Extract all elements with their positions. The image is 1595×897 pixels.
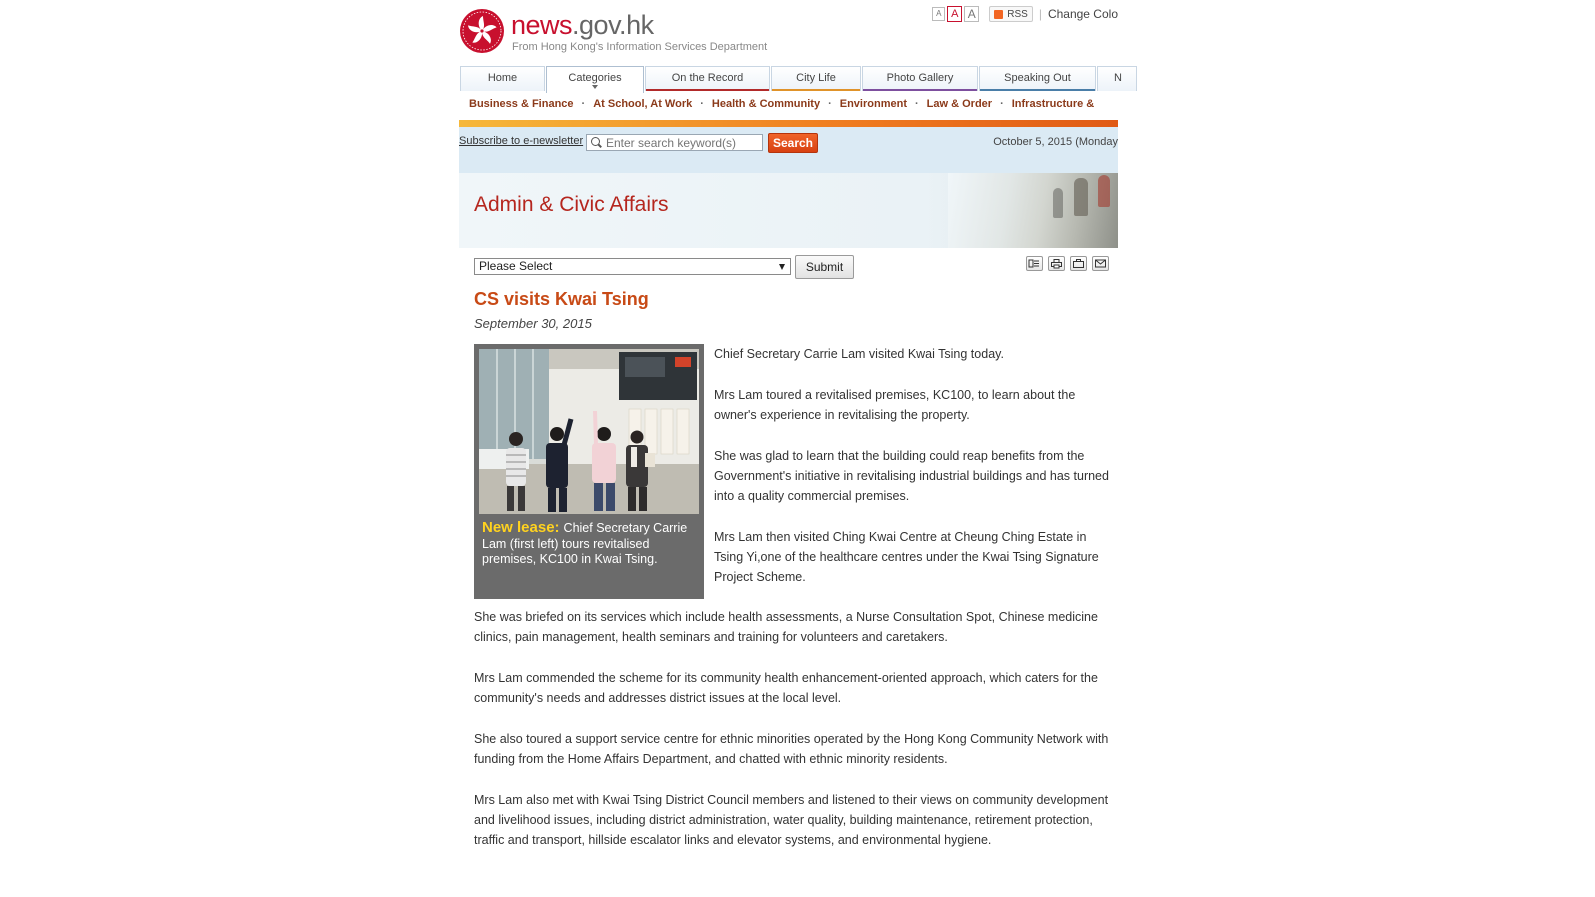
tab-categories[interactable] <box>546 66 644 93</box>
category-select[interactable] <box>474 258 791 275</box>
separator-dot: · <box>914 98 919 110</box>
dropdown-arrow-icon <box>779 264 785 270</box>
tab-label: City Life <box>796 72 836 84</box>
font-size-small-button[interactable]: A <box>932 7 945 21</box>
header-tools <box>932 6 1118 22</box>
banner-photo-figure <box>1098 175 1110 207</box>
article-photo[interactable] <box>479 349 699 514</box>
article-paragraph: Mrs Lam commended the scheme for its community health enhancement-oriented approach, which caters for the community's needs and addresses district issues at the local level. <box>474 671 1098 705</box>
tab-city-life[interactable] <box>771 66 861 91</box>
tab-label: Photo Gallery <box>886 72 954 84</box>
article-paragraph: Mrs Lam then visited Ching Kwai Centre at Cheung Ching Estate in Tsing Yi,one of the healthcare centres under the Kwai Tsing Signature Project Scheme. <box>714 530 1099 584</box>
main-nav-tabs <box>459 66 1122 93</box>
site-brand[interactable] <box>511 10 654 41</box>
category-link[interactable]: Business & Finance <box>469 98 574 110</box>
banner-photo-figure <box>1074 178 1088 216</box>
article-paragraph: She also toured a support service centre for ethnic minorities operated by the Hong Kong Community Network with funding from the Home Affairs Department, and chatted with ethnic minority residents. <box>474 732 1109 766</box>
search-icon <box>591 137 602 148</box>
separator-dot: · <box>828 98 832 110</box>
font-size-large-button[interactable]: A <box>964 6 979 22</box>
tab-accent-line <box>863 89 977 91</box>
article-paragraph: She was glad to learn that the building could reap benefits from the Government's initiative in revitalising industrial buildings and has turned into a quality commercial premises. <box>714 449 1109 503</box>
tab-speaking-out[interactable] <box>979 66 1096 91</box>
subscribe-newsletter-link[interactable]: Subscribe to e-newsletter <box>459 135 584 147</box>
tab-label: N <box>1114 72 1122 84</box>
separator-dot: · <box>1000 98 1004 110</box>
article-headline: CS visits Kwai Tsing <box>474 289 649 309</box>
brand-main: news <box>511 10 573 40</box>
search-button[interactable]: Search <box>768 133 818 153</box>
tab-on-the-record[interactable] <box>645 66 770 91</box>
search-band <box>459 127 1118 173</box>
article-tools <box>1021 256 1109 271</box>
tab-accent-line <box>772 89 860 91</box>
banner-photo-figure <box>1053 188 1063 218</box>
category-link[interactable]: At School, At Work <box>593 98 693 110</box>
article-paragraph: Chief Secretary Carrie Lam visited Kwai Tsing today. <box>714 347 1004 361</box>
article-paragraph: Mrs Lam also met with Kwai Tsing District Council members and listened to their views on community development and livelihood issues, including district administration, water quality, building maintenance, retirement protection, traffic and transport, hillside escalator links and elevator systems, and environmental hygiene. <box>474 793 1109 847</box>
caret-down-icon <box>592 85 598 89</box>
search-input[interactable] <box>606 136 756 150</box>
font-size-medium-button[interactable]: A <box>947 6 962 22</box>
article-paragraph: Mrs Lam toured a revitalised premises, KC100, to learn about the owner's experience in revitalising the property. <box>714 388 1076 422</box>
submit-button[interactable]: Submit <box>795 255 854 279</box>
tab-next[interactable] <box>1097 66 1137 91</box>
rss-icon <box>994 10 1003 19</box>
separator-dot: · <box>700 98 704 110</box>
article-paragraph: She was briefed on its services which include health assessments, a Nurse Consultation Spot, Chinese medicine clinics, pain management, health seminars and training for volunteers and caretakers. <box>474 610 1098 644</box>
caption-text: Chief Secretary Carrie Lam (first left) tours revitalised premises, KC100 in Kwai Tsing. <box>482 521 688 566</box>
briefcase-icon[interactable] <box>1070 256 1087 271</box>
article-figure <box>474 344 704 599</box>
photo-caption <box>482 520 696 568</box>
category-link[interactable]: Law & Order <box>926 98 993 110</box>
section-title: Admin & Civic Affairs <box>474 193 669 216</box>
email-icon[interactable] <box>1092 256 1109 271</box>
search-box[interactable] <box>586 134 763 151</box>
page <box>459 0 1122 897</box>
article-date: September 30, 2015 <box>474 316 592 331</box>
header-accent-bar <box>459 120 1118 127</box>
category-links <box>469 98 1094 110</box>
separator-dot: · <box>581 98 586 110</box>
tab-label: Speaking Out <box>1004 72 1071 84</box>
rss-feed-icon[interactable] <box>1026 256 1043 271</box>
print-icon[interactable] <box>1048 256 1065 271</box>
category-link[interactable]: Health & Community <box>711 98 821 110</box>
tab-accent-line <box>646 89 769 91</box>
current-date: October 5, 2015 (Monday <box>993 136 1118 148</box>
tab-label: On the Record <box>671 72 744 84</box>
divider: | <box>1038 7 1042 21</box>
hksar-bauhinia-logo-icon[interactable] <box>459 8 505 54</box>
change-color-link[interactable]: Change Colo <box>1047 7 1118 21</box>
section-banner <box>459 173 1118 248</box>
brand-suffix: .gov.hk <box>572 10 654 40</box>
tab-accent-line <box>980 89 1095 91</box>
site-tagline: From Hong Kong's Information Services Department <box>512 41 768 53</box>
select-value: Please Select <box>479 259 553 273</box>
caption-lead: New lease: <box>482 519 560 536</box>
tab-label: Categories <box>568 72 622 84</box>
rss-label: RSS <box>1007 8 1028 20</box>
tab-photo-gallery[interactable] <box>862 66 978 91</box>
banner-photo <box>948 173 1118 248</box>
category-link[interactable]: Environment <box>839 98 907 110</box>
tab-label: Home <box>487 72 518 84</box>
tab-home[interactable] <box>460 66 545 91</box>
rss-button[interactable] <box>989 6 1033 22</box>
category-link[interactable]: Infrastructure & <box>1011 98 1095 110</box>
